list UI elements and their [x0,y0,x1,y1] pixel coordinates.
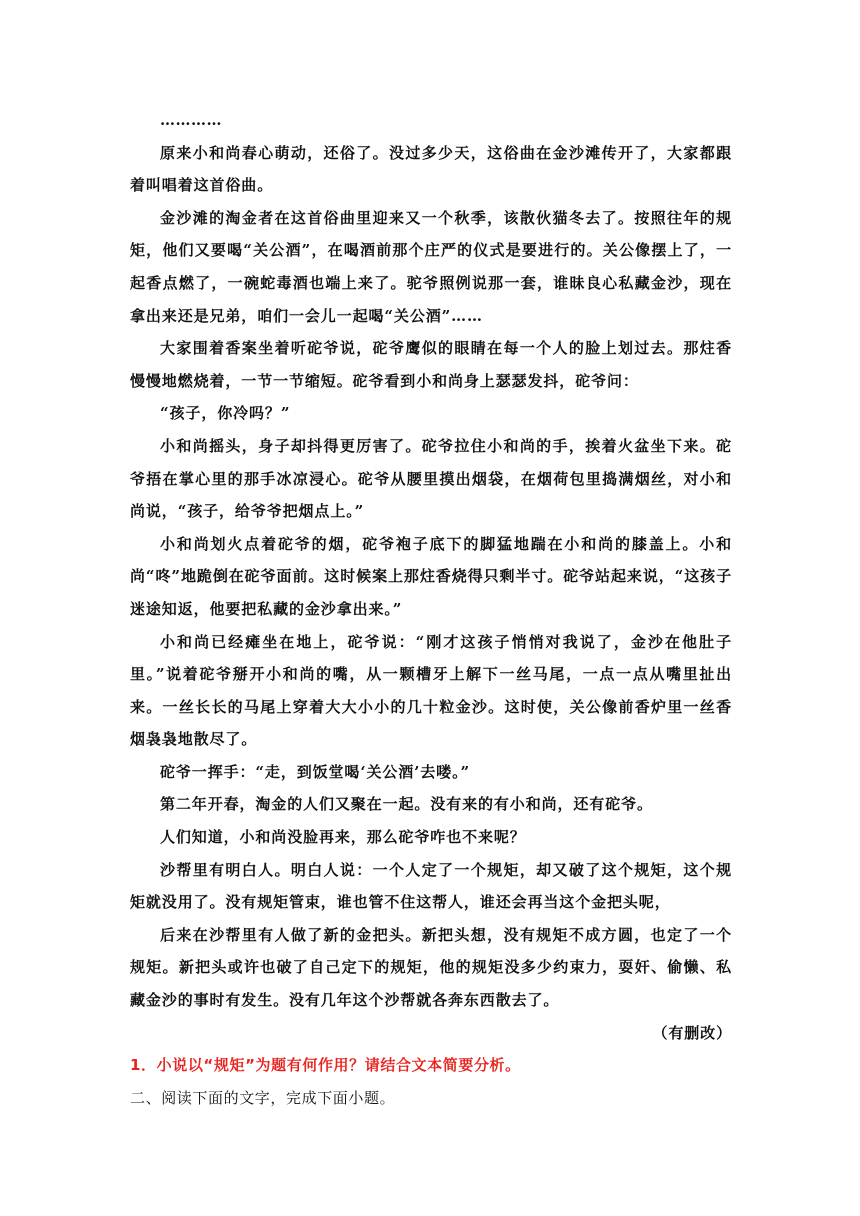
story-paragraph: 小和尚划火点着砣爷的烟，砣爷袍子底下的脚猛地踹在小和尚的膝盖上。小和尚“咚”地跪倒在砣爷面前。这时候案上那炷香烧得只剩半寸。砣爷站起来说，“这孩子迷途知返，他要把私藏的金沙拿出来。” [130,534,732,618]
story-ellipsis: ………… [160,111,222,129]
story-paragraph: 砣爷一挥手：“走，到饭堂喝‘关公酒’去喽。” [160,762,471,781]
story-paragraph: 小和尚摇头，身子却抖得更厉害了。砣爷拉住小和尚的手，挨着火盆坐下来。砣爷捂在掌心里的那手冰凉浸心。砣爷从腰里摸出烟袋，在烟荷包里捣满烟丝，对小和尚说，“孩子，给爷爷把烟点上。” [130,436,732,521]
question-1: 1．小说以“规矩”为题有何作用？请结合文本简要分析。 [130,1056,521,1075]
story-paragraph: “孩子，你冷吗？” [160,404,291,423]
story-paragraph: 大家围着香案坐着听砣爷说，砣爷鹰似的眼睛在每一个人的脸上划过去。那炷香慢慢地燃烧着，一节一节缩短。砣爷看到小和尚身上瑟瑟发抖，砣爷问： [130,339,732,390]
story-attribution: （有删改） [652,1023,732,1042]
story-paragraph: 金沙滩的淘金者在这首俗曲里迎来又一个秋季，该散伙猫冬去了。按照往年的规矩，他们又要喝“关公酒”，在喝酒前那个庄严的仪式是要进行的。关公像摆上了，一起香点燃了，一碗蛇毒酒也端上来了。驼爷照例说那一套，谁昧良心私藏金沙，现在拿出来还是兄弟，咱们一会儿一起喝“关公酒”…… [130,208,732,325]
document-body [130,104,732,1114]
story-paragraph: 沙帮里有明白人。明白人说：一个人定了一个规矩，却又破了这个规矩，这个规矩就没用了。没有规矩管束，谁也管不住这帮人，谁还会再当这个金把头呢， [130,860,732,912]
story-paragraph: 第二年开春，淘金的人们又聚在一起。没有来的有小和尚，还有砣爷。 [160,795,653,814]
story-paragraph: 人们知道，小和尚没脸再来，那么砣爷咋也不来呢？ [160,828,526,847]
section-heading: 二、阅读下面的文字，完成下面小题。 [130,1088,396,1107]
story-paragraph: 小和尚已经瘫坐在地上，砣爷说：“刚才这孩子悄悄对我说了，金沙在他肚子里。”说着砣爷掰开小和尚的嘴，从一颗槽牙上解下一丝马尾，一点一点从嘴里扯出来。一丝长长的马尾上穿着大大小小的几十粒金沙。这时使，关公像前香炉里一丝香烟袅袅地散尽了。 [130,632,732,749]
story-paragraph: 原来小和尚春心萌动，还俗了。没过多少天，这俗曲在金沙滩传开了，大家都跟着叫唱着这首俗曲。 [130,143,732,195]
story-paragraph: 后来在沙帮里有人做了新的金把头。新把头想，没有规矩不成方圆，也定了一个规矩。新把头或许也破了自己定下的规矩，他的规矩没多少约束力，耍奸、偷懒、私藏金沙的事时有发生。没有几年这个沙帮就各奔东西散去了。 [130,925,732,1010]
